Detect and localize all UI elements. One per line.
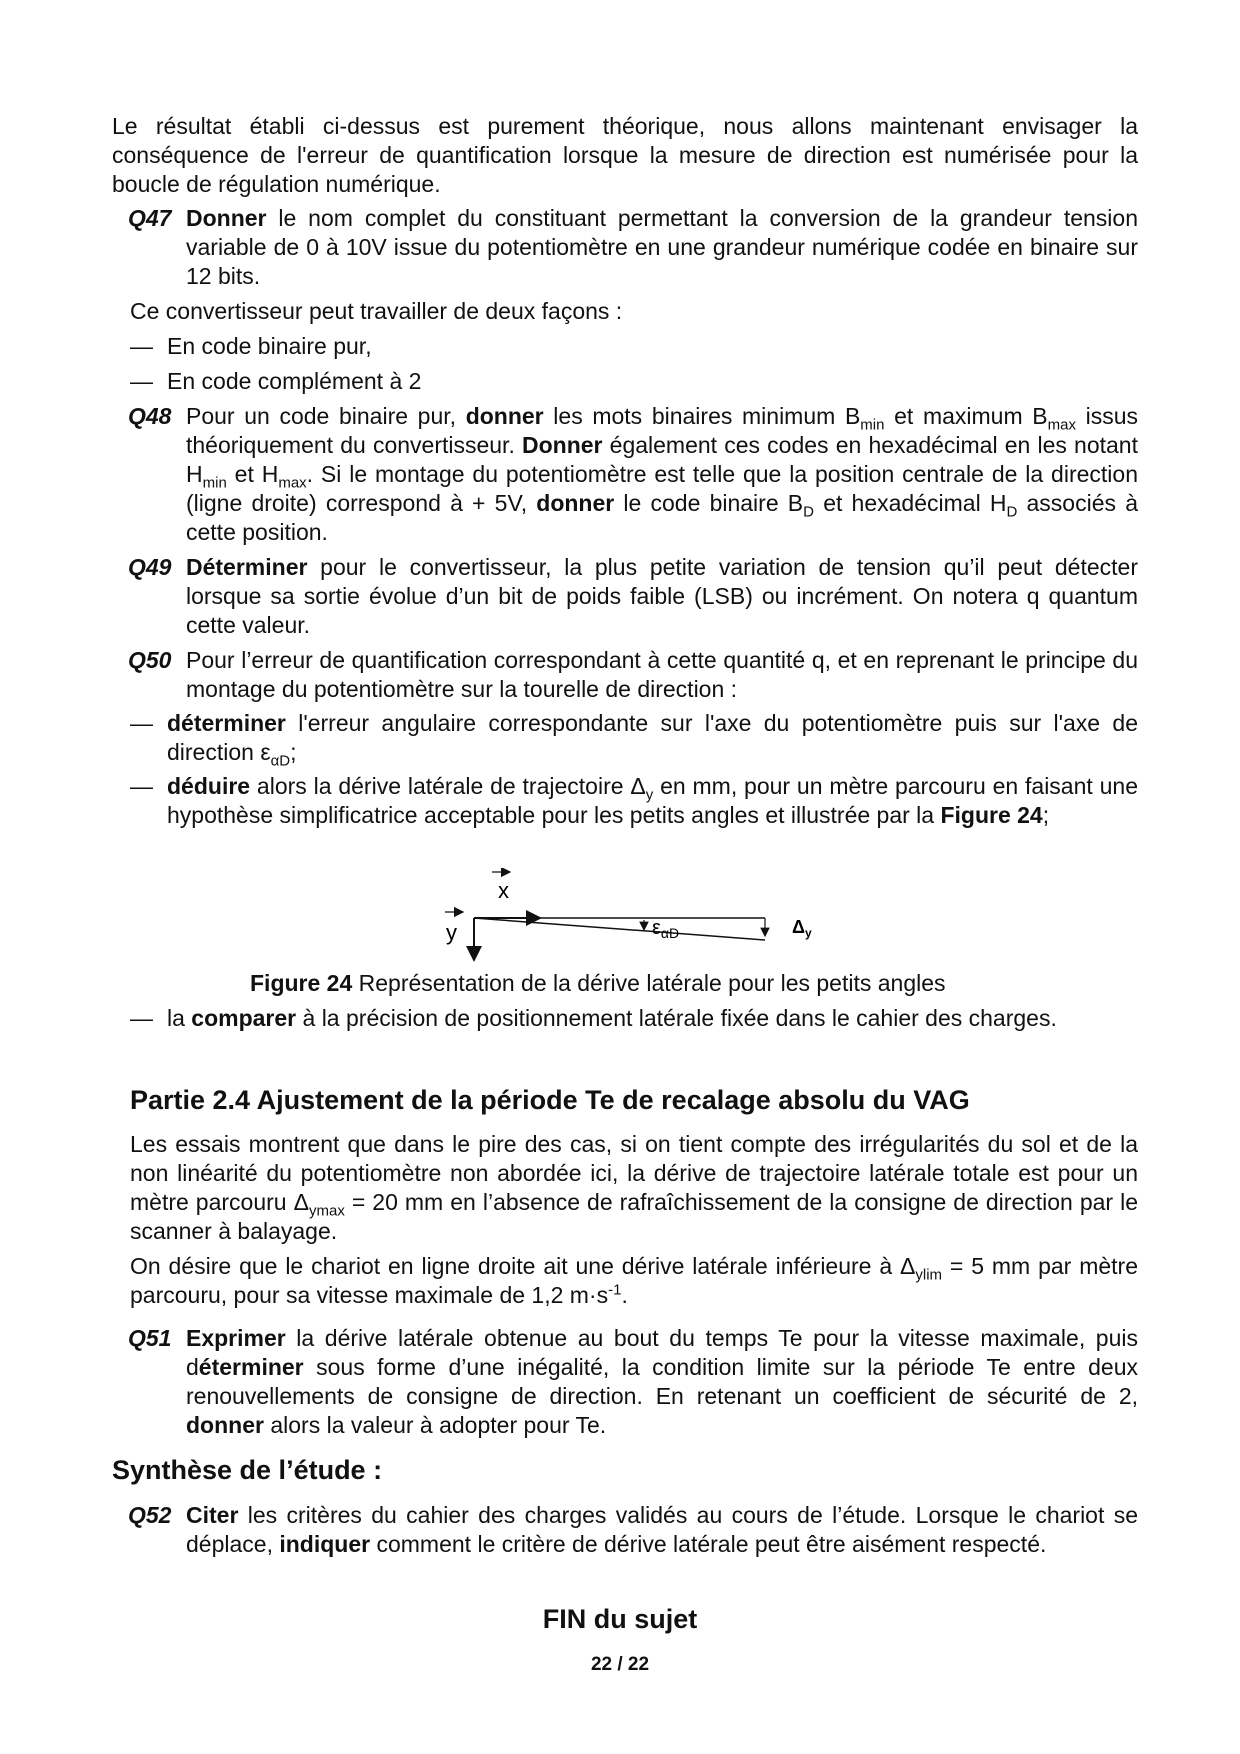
list-item: — déduire alors la dérive latérale de trajectoire $\Delta_y$ en mm, pour un mètre parcouru en faisant une hypothèse simplificatrice acceptable pour les petits angles et illustrée par la Figure 24; (130, 773, 1138, 828)
action-verb: Exprimer (186, 1325, 286, 1351)
dash-bullet: — (130, 710, 153, 736)
list-item: — déterminer l'erreur angulaire correspondante sur l'axe du potentiomètre puis sur l'axe de direction $\varepsilon_{\alpha D}$; (130, 710, 1138, 770)
epsilon-label: $\varepsilon_{\alpha D}$ (652, 917, 680, 941)
section-paragraph: On désire que le chariot en ligne droite ait une dérive latérale inférieure à $\Delta_{ylim} = 5$ mm par mètre parcouru, pour sa vitesse maximale de 1,2 $m\cdot s^{-1}$. (130, 1253, 1138, 1308)
synthesis-heading: Synthèse de l’étude : (112, 1455, 383, 1485)
action-verb: éterminer (198, 1354, 304, 1380)
dash-bullet: — (130, 333, 153, 359)
action-verb: donner (186, 1412, 264, 1438)
action-verb: Citer (186, 1502, 239, 1528)
dash-bullet: — (130, 1005, 153, 1031)
question-text: Citer les critères du cahier des charges validés au cours de l’étude. Lorsque le chariot se déplace, indiquer comment le critère de dérive latérale peut être aisément respecté. (186, 1502, 1138, 1557)
section-paragraph: Les essais montrent que dans le pire des cas, si on tient compte des irrégularités du sol et de la non linéarité du potentiomètre non abordée ici, la dérive de trajectoire latérale totale est pour un mètre parcouru $\Delta_{ymax} = 20$ mm en l’absence de rafraîchissement de la consigne de direction par le scanner à balayage. (130, 1131, 1139, 1244)
question-text: Exprimer la dérive latérale obtenue au bout du temps Te pour la vitesse maximale, puis déterminer sous forme d’une inégalité, la condition limite sur la période Te entre deux renouvellements de consigne de direction. En retenant un coefficient de sécurité de 2, donner alors la valeur à adopter pour Te. (186, 1325, 1138, 1438)
figure-caption: Figure 24 Représentation de la dérive latérale pour les petits angles (250, 970, 946, 996)
question-text: Donner le nom complet du constituant permettant la conversion de la grandeur tension variable de 0 à 10V issue du potentiomètre en une grandeur numérique codée en binaire sur 12 bits. (186, 205, 1138, 289)
action-verb: donner (465, 403, 544, 429)
figure-24-diagram (430, 868, 850, 968)
question-label: Q48 (128, 403, 172, 429)
end-of-exam-title: FIN du sujet (542, 1604, 698, 1634)
question-q49 (128, 553, 1138, 640)
x-axis-label: x (498, 878, 509, 903)
question-text: Pour un code binaire pur, donner les mots binaires minimum $B_{min}$ et maximum $B_{max}$ issus théoriquement du convertisseur. Donner également ces codes en hexadécimal en les notant $H_{min}$ et $H_{max}$. Si le montage du potentiomètre est telle que la position centrale de la direction (ligne droite) correspond à + 5V, donner le code binaire $B_D$ et hexadécimal $H_D$ associés à cette position. (186, 403, 1139, 545)
action-verb: donner (536, 490, 615, 516)
intro-paragraph: Le résultat établi ci-dessus est purement théorique, nous allons maintenant envisager la conséquence de l'erreur de quantification lorsque la mesure de direction est numérisée pour la boucle de régulation numérique. (112, 113, 1138, 197)
converter-intro: Ce convertisseur peut travailler de deux façons : (130, 298, 623, 324)
question-label: Q52 (128, 1502, 172, 1528)
list-item: — En code complément à 2 (130, 368, 422, 394)
action-verb: indiquer (279, 1531, 371, 1557)
list-item: — la comparer à la précision de positionnement latérale fixée dans le cahier des charges. (130, 1005, 1057, 1031)
question-label: Q50 (128, 647, 172, 673)
y-axis-label: y (446, 920, 457, 945)
question-q48 (128, 402, 1138, 547)
page-number: 22 / 22 (590, 1654, 650, 1675)
action-verb: déduire (167, 773, 251, 799)
action-verb: Donner (522, 432, 603, 458)
question-q51 (128, 1324, 1138, 1440)
question-q47 (128, 204, 1138, 291)
figure-reference: Figure 24 (940, 802, 1043, 828)
dash-bullet: — (130, 368, 153, 394)
list-item: — En code binaire pur, (130, 333, 372, 359)
deviated-trajectory-line (474, 918, 765, 940)
delta-y-label: $\Delta_y$ (792, 917, 812, 940)
question-q52 (128, 1501, 1138, 1559)
action-verb: Déterminer (186, 554, 308, 580)
section-heading: Partie 2.4 Ajustement de la période Te de recalage absolu du VAG (130, 1085, 970, 1115)
question-label: Q47 (128, 205, 172, 231)
question-label: Q51 (128, 1325, 172, 1351)
question-q50 (128, 646, 1138, 704)
action-verb: comparer (191, 1005, 297, 1031)
question-text: Déterminer pour le convertisseur, la plus petite variation de tension qu’il peut détecter lorsque sa sortie évolue d’un bit de poids faible (LSB) ou incrément. On notera q quantum cette valeur. (186, 554, 1138, 638)
action-verb: déterminer (167, 710, 286, 736)
dash-bullet: — (130, 773, 153, 799)
action-verb: Donner (186, 205, 267, 231)
question-label: Q49 (128, 554, 172, 580)
question-text: Pour l’erreur de quantification correspondant à cette quantité q, et en reprenant le principe du montage du potentiomètre sur la tourelle de direction : (186, 647, 1138, 702)
